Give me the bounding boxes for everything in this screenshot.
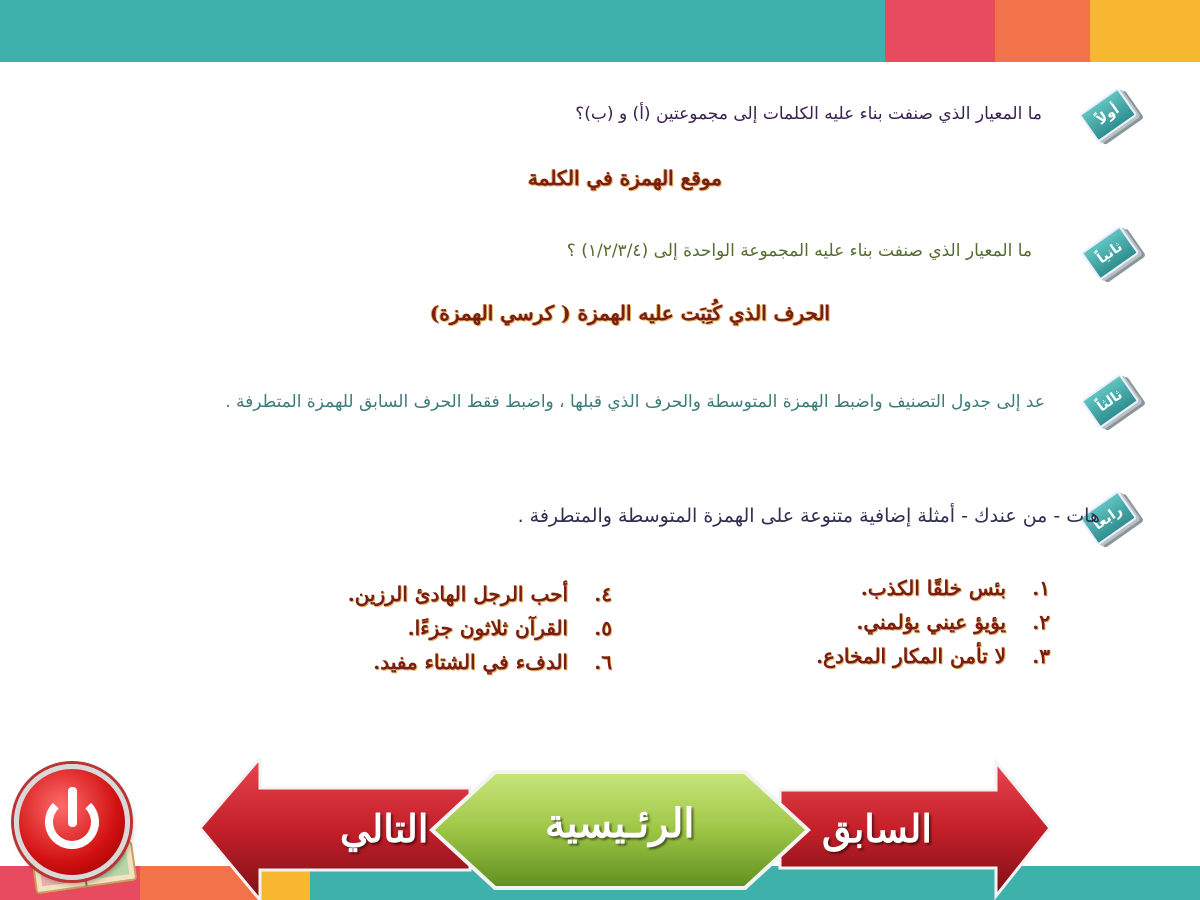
top-color-bar <box>0 0 1200 62</box>
list-item <box>730 639 1050 673</box>
list-item <box>292 611 612 645</box>
list-item-text: أحب الرجل الهادئ الرزين. <box>347 582 568 606</box>
list-item-text: القرآن ثلاثون جزءًا. <box>407 616 568 640</box>
power-icon-bar <box>68 787 77 827</box>
question-1: ما المعيار الذي صنفت بناء عليه الكلمات إلى مجموعتين (أ) و (ب)؟ <box>575 104 1042 124</box>
badge-second <box>1080 232 1142 278</box>
list-item <box>730 605 1050 639</box>
list-item-text: لا تأمن المكار المخادع. <box>816 644 1006 668</box>
top-bar-red <box>885 0 995 62</box>
badge-third-label: ثالثاً <box>1094 386 1126 416</box>
next-button[interactable] <box>200 758 470 900</box>
list-item-number: ٥. <box>594 616 612 640</box>
list-item-text: يؤيؤ عيني يؤلمني. <box>856 610 1006 634</box>
examples-list-left <box>292 577 612 679</box>
list-item-text: بئس خلقًا الكذب. <box>860 576 1006 600</box>
power-button[interactable] <box>14 764 130 880</box>
badge-first <box>1078 94 1140 140</box>
list-item <box>292 577 612 611</box>
answer-2: الحرف الذي كُتِبَت عليه الهمزة ( كرسي الهمزة) <box>429 301 831 325</box>
badge-fourth-label: رابعاً <box>1090 502 1126 534</box>
list-item-number: ٢. <box>1032 610 1050 634</box>
badge-first-label: أولاً <box>1093 101 1123 129</box>
examples-list-right <box>730 571 1050 673</box>
question-2: ما المعيار الذي صنفت بناء عليه المجموعة الواحدة إلى (١/٢/٣/٤) ؟ <box>566 241 1032 261</box>
badge-third <box>1080 380 1142 426</box>
answer-1: موقع الهمزة في الكلمة <box>528 166 722 190</box>
top-bar-orange <box>995 0 1090 62</box>
next-button-label[interactable]: التالي <box>340 806 429 851</box>
list-item <box>292 645 612 679</box>
list-item-number: ٦. <box>594 650 612 674</box>
badge-second-label: ثانياً <box>1094 238 1126 268</box>
list-item-number: ٣. <box>1032 644 1050 668</box>
previous-button-label[interactable]: السابق <box>822 806 932 851</box>
list-item-number: ٤. <box>594 582 612 606</box>
top-bar-teal <box>0 0 885 62</box>
list-item-number: ١. <box>1032 576 1050 600</box>
list-item <box>730 571 1050 605</box>
question-4: هات - من عندك - أمثلة إضافية متنوعة على الهمزة المتوسطة والمتطرفة . <box>517 505 1100 527</box>
home-button-label[interactable]: الرئـيسية <box>545 800 695 847</box>
question-3: عد إلى جدول التصنيف واضبط الهمزة المتوسطة والحرف الذي قبلها ، واضبط فقط الحرف السابق للهمزة المتطرفة . <box>225 392 1045 412</box>
top-bar-yellow <box>1090 0 1200 62</box>
list-item-text: الدفء في الشتاء مفيد. <box>373 650 568 674</box>
